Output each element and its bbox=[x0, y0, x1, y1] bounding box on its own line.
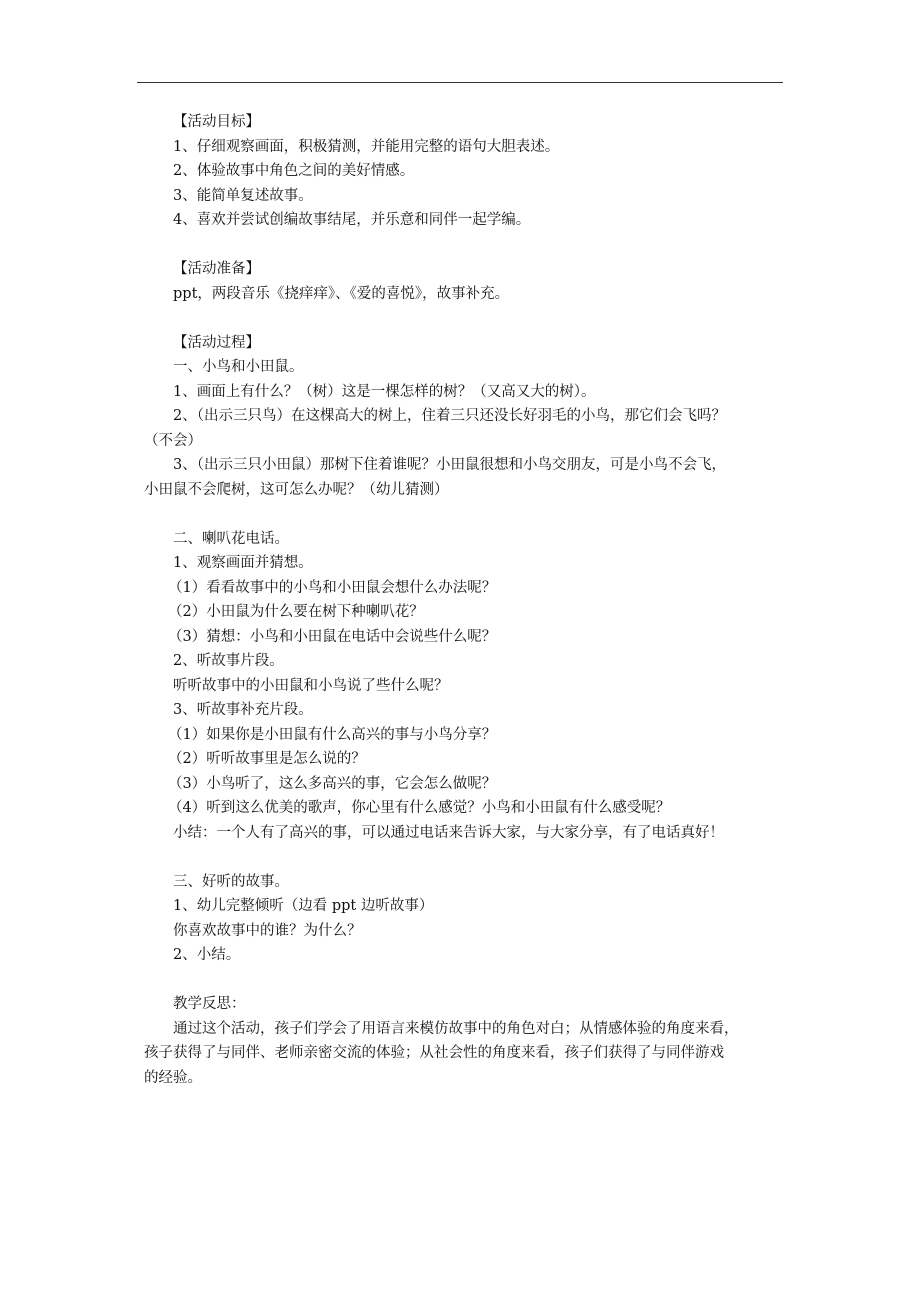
part1-line: 2、（出示三只鸟）在这棵高大的树上，住着三只还没长好羽毛的小鸟，那它们会飞吗？ bbox=[173, 408, 726, 424]
part1-title: 一、小鸟和小田鼠。 bbox=[173, 359, 304, 375]
prep-heading: 【活动准备】 bbox=[173, 261, 260, 277]
spacer bbox=[144, 968, 790, 993]
document-body bbox=[144, 110, 790, 1090]
reflection-line-continued: 孩子获得了与同伴、老师亲密交流的体验；从社会性的角度来看，孩子们获得了与同伴游戏 bbox=[144, 1045, 724, 1061]
reflection-line-continued: 的经验。 bbox=[144, 1069, 202, 1086]
header-rule bbox=[137, 82, 783, 83]
reflection-heading: 教学反思： bbox=[173, 996, 246, 1012]
part1-line: 1、画面上有什么？（树）这是一棵怎样的树？（又高又大的树）。 bbox=[173, 383, 596, 400]
part2-subitem: （1）看看故事中的小鸟和小田鼠会想什么办法呢？ bbox=[168, 579, 497, 596]
part2-step: 2、听故事片段。 bbox=[173, 653, 284, 669]
spacer bbox=[144, 233, 790, 258]
part2-subitem: （1）如果你是小田鼠有什么高兴的事与小鸟分享？ bbox=[168, 726, 497, 743]
goal-item: 3、能简单复述故事。 bbox=[173, 187, 313, 204]
goal-item: 1、仔细观察画面，积极猜测，并能用完整的语句大胆表述。 bbox=[173, 138, 560, 155]
part2-text: 听听故事中的小田鼠和小鸟说了些什么呢？ bbox=[173, 677, 449, 694]
part1-line: 3、（出示三只小田鼠）那树下住着谁呢？小田鼠很想和小鸟交朋友，可是小鸟不会飞， bbox=[173, 457, 726, 473]
part3-line: 1、幼儿完整倾听（边看 ppt 边听故事） bbox=[173, 898, 434, 914]
part2-step: 1、观察画面并猜想。 bbox=[173, 555, 313, 571]
goal-item: 4、喜欢并尝试创编故事结尾，并乐意和同伴一起学编。 bbox=[173, 212, 531, 228]
part3-title: 三、好听的故事。 bbox=[173, 873, 289, 890]
part1-line-continued: （不会） bbox=[144, 432, 202, 449]
prep-text: ppt，两段音乐《挠痒痒》、《爱的喜悦》，故事补充。 bbox=[173, 285, 510, 302]
part2-subitem: （3）小鸟听了，这么多高兴的事，它会怎么做呢？ bbox=[168, 775, 497, 792]
part2-subitem: （2）小田鼠为什么要在树下种喇叭花？ bbox=[168, 604, 424, 620]
part2-step: 3、听故事补充片段。 bbox=[173, 702, 313, 718]
process-heading: 【活动过程】 bbox=[173, 334, 260, 351]
part2-subitem: （2）听听故事里是怎么说的？ bbox=[168, 751, 366, 767]
part2-title: 二、喇叭花电话。 bbox=[173, 530, 289, 547]
spacer bbox=[144, 502, 790, 527]
part3-line: 你喜欢故事中的谁？为什么？ bbox=[173, 922, 362, 939]
part1-line-continued: 小田鼠不会爬树，这可怎么办呢？（幼儿猜测） bbox=[144, 481, 449, 498]
part2-summary: 小结：一个人有了高兴的事，可以通过电话来告诉大家，与大家分享，有了电话真好！ bbox=[173, 824, 724, 841]
part2-subitem: （4）听到这么优美的歌声，你心里有什么感觉？小鸟和小田鼠有什么感受呢？ bbox=[168, 800, 671, 816]
goals-heading: 【活动目标】 bbox=[173, 114, 260, 130]
part3-line: 2、小结。 bbox=[173, 947, 241, 963]
goal-item: 2、体验故事中角色之间的美好情感。 bbox=[173, 163, 415, 179]
spacer bbox=[144, 845, 790, 870]
part2-subitem: （3）猜想：小鸟和小田鼠在电话中会说些什么呢？ bbox=[168, 628, 497, 645]
spacer bbox=[144, 306, 790, 331]
reflection-line: 通过这个活动，孩子们学会了用语言来模仿故事中的角色对白；从情感体验的角度来看， bbox=[173, 1020, 739, 1037]
